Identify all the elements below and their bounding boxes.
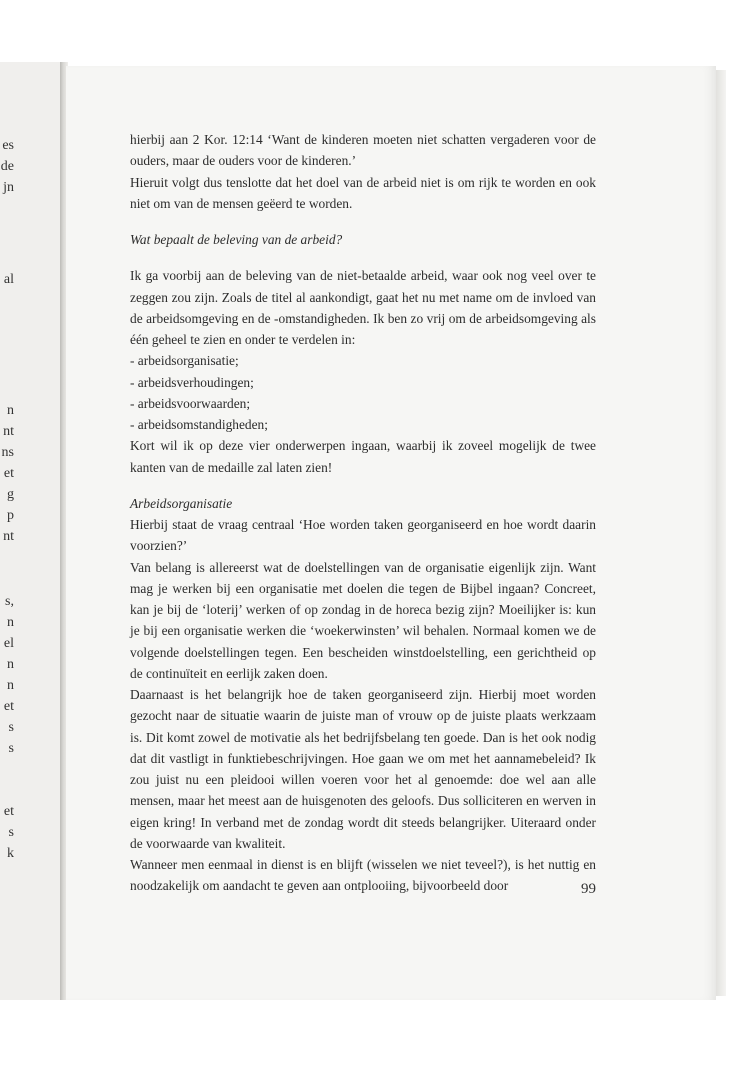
paragraph: Ik ga voorbij aan de beleving van de niet-betaalde arbeid, waar ook nog veel over te zeggen zou zijn. Zoals de titel al aankondigt, gaat het nu met name om de invloed van de arbeidsomgeving en de -omstandigheden. Ik ben zo vrij om de arbeidsomgeving als één geheel te zien en onder te verdelen in: bbox=[130, 268, 596, 347]
left-fragment: et bbox=[3, 466, 14, 481]
left-fragment: p bbox=[7, 508, 14, 523]
list-item: - arbeidsomstandigheden; bbox=[130, 417, 268, 432]
left-facing-page bbox=[0, 62, 62, 1000]
page-edge bbox=[716, 70, 726, 996]
paragraph: hierbij aan 2 Kor. 12:14 ‘Want de kinderen moeten niet schatten vergaderen voor de ouders, maar de ouders voor de kinderen.’ bbox=[130, 132, 596, 169]
paragraph: Wanneer men eenmaal in dienst is en blijft (wisselen we niet teveel?), is het nuttig en noodzakelijk om aandacht te geven aan ontplooiing, bijvoorbeeld door bbox=[130, 857, 596, 894]
left-fragment: nt bbox=[3, 529, 14, 544]
paragraph: Daarnaast is het belangrijk hoe de taken georganiseerd zijn. Hierbij moet worden gezocht naar de situatie waarin de juiste man of vrouw op de juiste plaats werkzaam is. Dit komt zowel de motivatie als het bedrijfsbelang ten goede. Dan is het ook nodig dat dit vastligt in funktiebeschrijvingen. Hoe gaan we om met het aannamebeleid? Ik zou juist nu een pleidooi willen voeren voor het al genoemde: doe wel aan alle mensen, maar het meest aan de huisgenoten des geloofs. Dus solliciteren en werven in eigen kring! In verband met de zondag wordt dit steeds belangrijker. Uiteraard onder de voorwaarde van kwaliteit. bbox=[130, 687, 596, 851]
list-item: - arbeidsverhoudingen; bbox=[130, 374, 254, 390]
left-fragment: et bbox=[3, 699, 14, 714]
left-fragment: de bbox=[0, 159, 14, 174]
page-number: 99 bbox=[581, 881, 596, 897]
paragraph: Hieruit volgt dus tenslotte dat het doel van de arbeid niet is om rijk te worden en ook niet om van de mensen geëerd te worden. bbox=[130, 174, 596, 211]
left-fragment: n bbox=[7, 615, 14, 630]
list-item: - arbeidsorganisatie; bbox=[130, 353, 239, 369]
section-heading: Wat bepaalt de beleving van de arbeid? bbox=[130, 232, 343, 247]
left-fragment: nt bbox=[3, 424, 14, 439]
left-fragment: et bbox=[3, 804, 14, 819]
left-fragment: s bbox=[8, 741, 14, 756]
left-fragment: n bbox=[7, 657, 14, 672]
paragraph: Van belang is allereerst wat de doelstellingen van de organisatie eigenlijk zijn. Want mag je werken bij een organisatie met doelen die tegen de Bijbel ingaan? Concreet, kan je bij de ‘loterij’ werken of op zondag in de horeca bezig zijn? Moeilijker is: kun je bij een organisatie werken die ‘woekerwinsten’ wil behalen. Normaal komen we de volgende doelstellingen tegen. Een bescheiden winstdoelstelling, een gerichtheid op de continuïteit en eerlijk zaken doen. bbox=[130, 559, 596, 681]
left-fragment: s, bbox=[5, 594, 14, 609]
left-fragment: s bbox=[8, 720, 14, 735]
left-fragment: n bbox=[7, 403, 14, 418]
left-fragment: es bbox=[2, 138, 14, 153]
left-fragment: jn bbox=[3, 180, 14, 195]
left-fragment: s bbox=[8, 825, 14, 840]
list-item: - arbeidsvoorwaarden; bbox=[130, 395, 251, 411]
page-body bbox=[130, 129, 596, 897]
left-fragment: n bbox=[7, 678, 14, 693]
paragraph: Kort wil ik op deze vier onderwerpen ingaan, waarbij ik zoveel mogelijk de twee kanten van de medaille zal laten zien! bbox=[130, 438, 596, 475]
left-fragment: ns bbox=[1, 445, 14, 460]
left-fragment: el bbox=[3, 636, 14, 651]
left-fragment: al bbox=[3, 272, 14, 287]
section-heading: Arbeidsorganisatie bbox=[130, 495, 233, 511]
left-fragment: g bbox=[7, 487, 14, 502]
paragraph: Hierbij staat de vraag centraal ‘Hoe worden taken georganiseerd en hoe wordt daarin voorzien?’ bbox=[130, 517, 596, 554]
left-fragment: k bbox=[7, 846, 14, 861]
